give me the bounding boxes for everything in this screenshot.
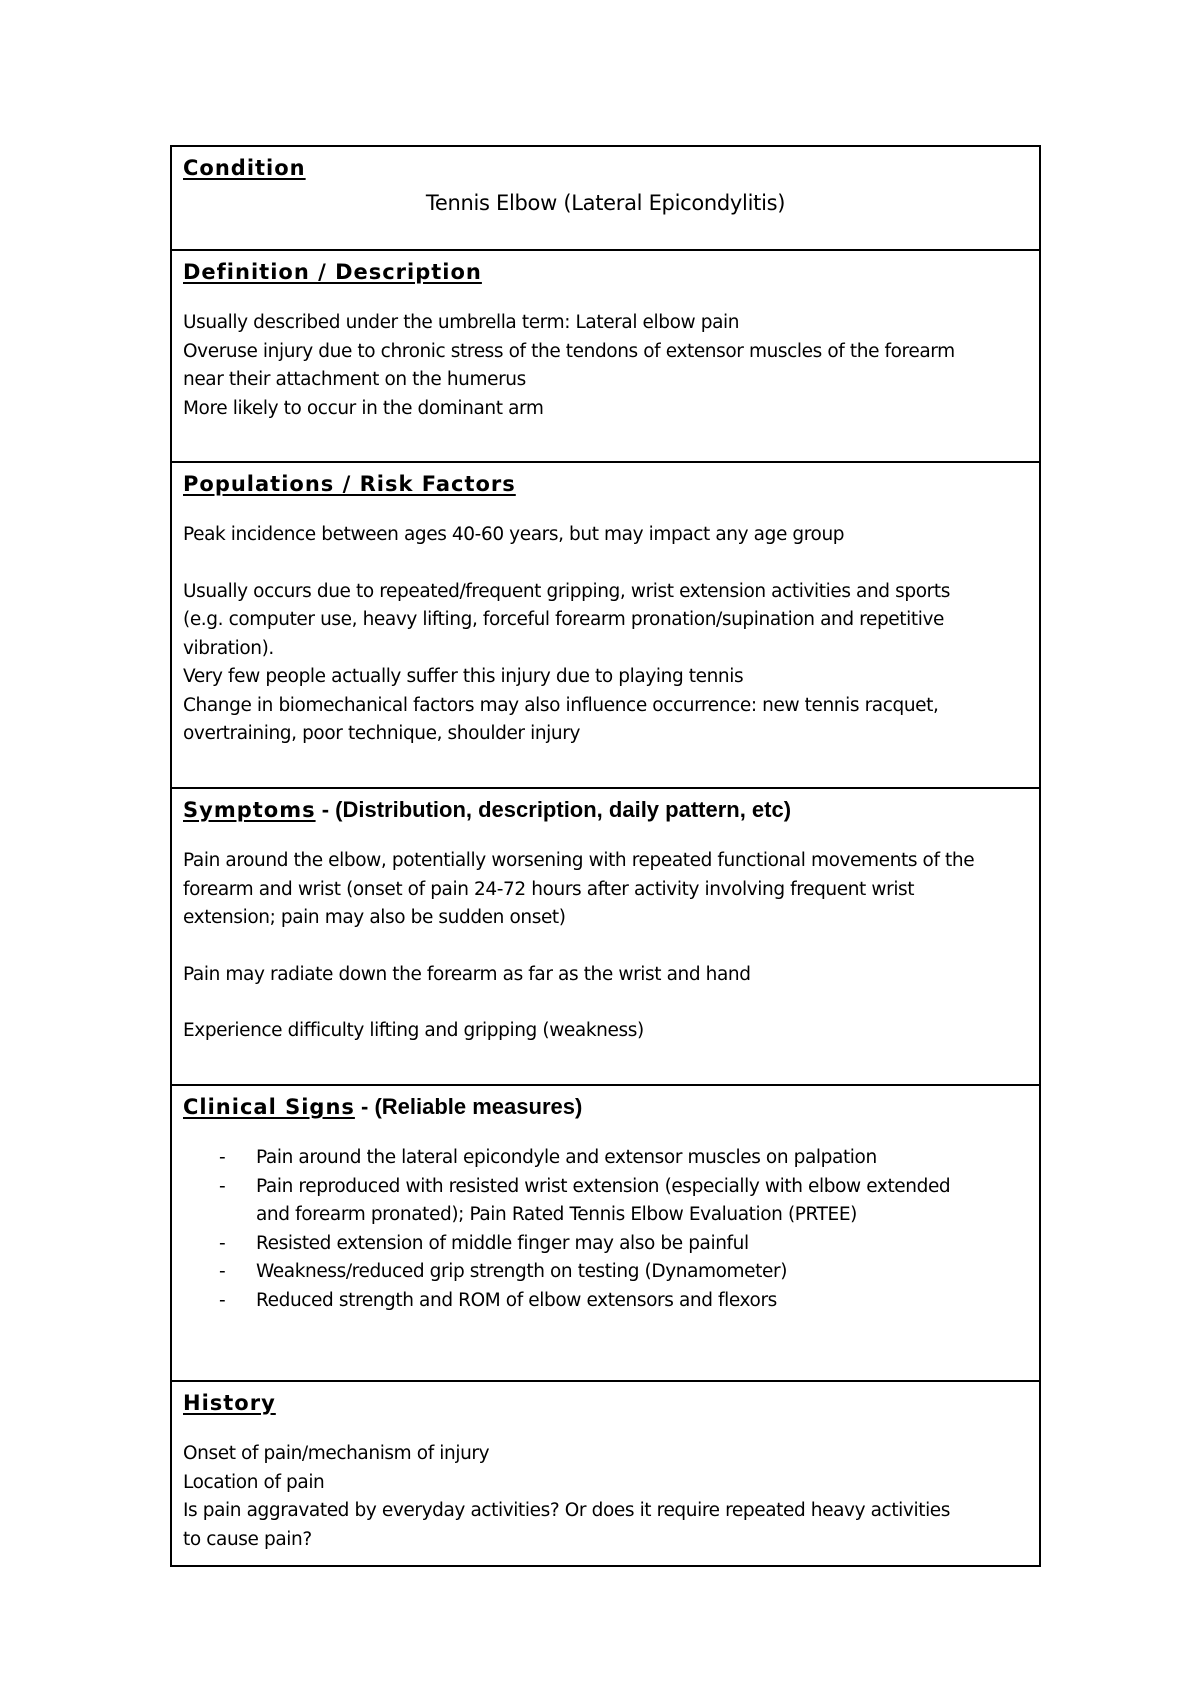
history-body [183,1440,1028,1554]
clinical-signs-section [172,1086,1039,1382]
populations-heading-label: Populations / Risk Factors [183,472,516,496]
bullet-text: Pain around the lateral epicondyle and extensor muscles on palpation [256,1147,877,1168]
populations-line: (e.g. computer use, heavy lifting, forceful forearm pronation/supination and repetitive [183,609,945,630]
symptoms-body [183,847,1028,1046]
symptoms-line: forearm and wrist (onset of pain 24-72 hours after activity involving frequent wrist [183,878,915,900]
symptoms-line: extension; pain may also be sudden onset) [183,907,566,928]
definition-section [172,251,1039,463]
bullet-dash: - [219,1175,226,1197]
condition-table [170,145,1041,1567]
list-item [183,1258,1028,1287]
populations-line: overtraining, poor technique, shoulder injury [183,723,581,744]
history-line: to cause pain? [183,1528,312,1550]
populations-line: Change in biomechanical factors may also influence occurrence: new tennis racquet, [183,694,939,716]
symptoms-line: Pain around the elbow, potentially worsening with repeated functional movements of the [183,850,975,871]
history-line: Is pain aggravated by everyday activities? Or does it require repeated heavy activities [183,1500,951,1521]
populations-paragraph: Peak incidence between ages 40-60 years, but may impact any age group [183,524,845,545]
history-line: Onset of pain/mechanism of injury [183,1443,490,1464]
clinical-signs-heading-label: Clinical Signs [183,1095,355,1119]
bullet-dash: - [219,1232,226,1254]
definition-heading [183,259,1028,285]
list-item [183,1173,1028,1230]
condition-section [172,147,1039,251]
bullet-dash: - [219,1147,226,1168]
history-heading-label: History [183,1391,276,1415]
bullet-text: Resisted extension of middle finger may also be painful [256,1232,749,1254]
populations-line: vibration). [183,637,274,659]
bullet-text-continuation: and forearm pronated); Pain Rated Tennis Elbow Evaluation (PRTEE) [256,1204,857,1225]
symptoms-paragraph: Pain may radiate down the forearm as far as the wrist and hand [183,963,751,985]
symptoms-heading-label: Symptoms [183,798,316,822]
clinical-signs-list [183,1144,1028,1315]
populations-risk-factors [183,578,1028,749]
definition-line: near their attachment on the humerus [183,369,526,390]
symptoms-paragraph: Experience difficulty lifting and gripping (weakness) [183,1020,644,1041]
symptoms-subheading: - (Distribution, description, daily pattern, etc) [315,797,792,822]
condition-heading-label: Condition [183,156,306,180]
list-item [183,1287,1028,1316]
populations-line: Usually occurs due to repeated/frequent gripping, wrist extension activities and sports [183,580,950,602]
definition-line: Overuse injury due to chronic stress of the tendons of extensor muscles of the forearm [183,340,955,362]
bullet-dash: - [219,1289,226,1311]
symptoms-heading [183,797,1028,823]
symptoms-section [172,789,1039,1086]
bullet-text: Reduced strength and ROM of elbow extensors and flexors [256,1289,777,1311]
bullet-text: Pain reproduced with resisted wrist extension (especially with elbow extended [256,1175,951,1197]
definition-heading-label: Definition / Description [183,260,482,284]
list-item [183,1144,1028,1173]
clinical-signs-heading [183,1094,1028,1120]
definition-line: Usually described under the umbrella term: Lateral elbow pain [183,312,740,333]
history-line: Location of pain [183,1471,325,1493]
definition-body [183,309,1028,423]
condition-title: Tennis Elbow (Lateral Epicondylitis) [425,191,786,215]
populations-line: Very few people actually suffer this injury due to playing tennis [183,666,744,687]
condition-heading [183,155,1028,181]
populations-section [172,463,1039,789]
bullet-text: Weakness/reduced grip strength on testing (Dynamometer) [256,1261,788,1282]
bullet-dash: - [219,1261,226,1282]
list-item [183,1230,1028,1259]
clinical-signs-subheading: - (Reliable measures) [354,1094,583,1119]
history-heading [183,1390,1028,1416]
history-section [172,1382,1039,1565]
definition-line: More likely to occur in the dominant arm [183,397,544,419]
populations-body [183,521,1028,749]
populations-heading [183,471,1028,497]
